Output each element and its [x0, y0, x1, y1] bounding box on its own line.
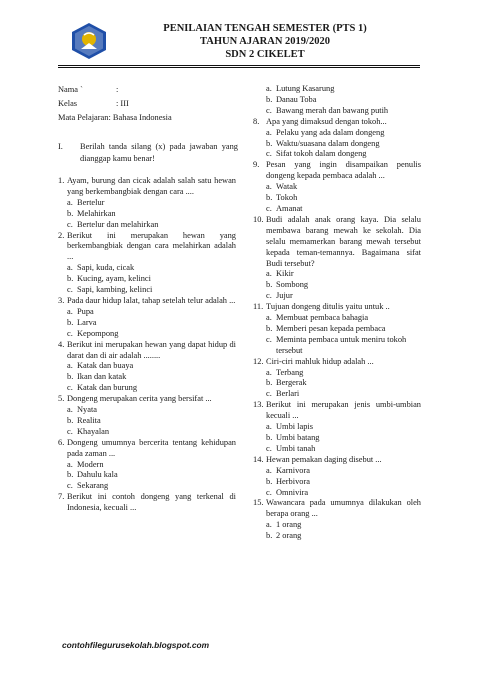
- left-column: [58, 176, 236, 514]
- option-text: Bertelur dan melahirkan: [77, 219, 159, 229]
- option-text: Kucing, ayam, kelinci: [77, 274, 151, 284]
- answer-option[interactable]: [58, 361, 236, 372]
- answer-option[interactable]: [253, 149, 421, 160]
- option-text: Amanat: [276, 203, 303, 213]
- option-letter: a.: [266, 127, 272, 137]
- question-item: [253, 455, 421, 466]
- answer-option[interactable]: [58, 198, 236, 209]
- nama-separator: :: [116, 85, 119, 94]
- question-number: 4.: [58, 339, 65, 349]
- option-letter: a.: [67, 361, 73, 371]
- question-number: 12.: [253, 356, 264, 366]
- option-letter: b.: [266, 138, 273, 148]
- option-letter: b.: [266, 280, 273, 290]
- answer-option[interactable]: [253, 84, 421, 95]
- option-letter: c.: [266, 487, 272, 497]
- answer-option[interactable]: [58, 416, 236, 427]
- answer-option[interactable]: [58, 220, 236, 231]
- option-text: Sombong: [276, 280, 309, 290]
- option-text: Pupa: [77, 306, 94, 316]
- question-number: 14.: [253, 454, 264, 464]
- option-letter: b.: [266, 531, 273, 541]
- option-letter: b.: [67, 274, 74, 284]
- option-letter: b.: [67, 208, 74, 218]
- option-letter: a.: [266, 422, 272, 432]
- question-item: [58, 231, 236, 264]
- option-text: Karnivora: [276, 465, 310, 475]
- answer-option[interactable]: [58, 329, 236, 340]
- option-text: Katak dan buaya: [77, 361, 134, 371]
- option-text: Sekarang: [77, 481, 109, 491]
- option-letter: c.: [266, 389, 272, 399]
- question-text: Berikut ini merupakan hewan yang berkembangbiak dengan cara melahirkan adalah ...: [67, 230, 236, 262]
- instruction-text: Berilah tanda silang (x) pada jawaban yang dianggap kamu benar!: [80, 142, 238, 163]
- option-text: 2 orang: [276, 531, 302, 541]
- answer-option[interactable]: [253, 128, 421, 139]
- option-letter: a.: [67, 263, 73, 273]
- option-letter: c.: [67, 481, 73, 491]
- answer-option[interactable]: [253, 95, 421, 106]
- option-letter: b.: [67, 317, 74, 327]
- answer-option[interactable]: [253, 378, 421, 389]
- option-text: Realita: [77, 415, 101, 425]
- question-text: Berikut ini merupakan hewan yang dapat hidup di darat dan di air adalah ........: [67, 339, 236, 360]
- question-item: [58, 438, 236, 460]
- option-text: Umbi lapis: [276, 422, 313, 432]
- question-number: 13.: [253, 400, 264, 410]
- option-text: Bergerak: [276, 378, 307, 388]
- option-letter: c.: [266, 443, 272, 453]
- question-number: 1.: [58, 176, 65, 185]
- question-text: Dongeng umumnya bercerita tentang kehidupan pada zaman ...: [67, 437, 236, 458]
- option-text: Larva: [77, 317, 97, 327]
- answer-option[interactable]: [58, 318, 236, 329]
- mapel-row: [58, 113, 172, 123]
- answer-option[interactable]: [253, 291, 421, 302]
- question-text: Berikut ini contoh dongeng yang terkenal di Indonesia, kecuali ...: [67, 492, 236, 513]
- answer-option[interactable]: [253, 139, 421, 150]
- option-letter: c.: [266, 334, 272, 344]
- question-item: [253, 117, 421, 128]
- answer-option[interactable]: [58, 481, 236, 492]
- option-letter: a.: [266, 520, 272, 530]
- option-letter: c.: [266, 203, 272, 213]
- answer-option[interactable]: [253, 106, 421, 117]
- option-text: Sifat tokoh dalam dongeng: [276, 149, 367, 159]
- option-letter: c.: [266, 105, 272, 115]
- question-number: 3.: [58, 295, 65, 305]
- answer-option[interactable]: [58, 274, 236, 285]
- question-text: Pesan yang ingin disampaikan penulis dongeng kepada pembaca adalah ...: [266, 160, 421, 181]
- answer-option[interactable]: [58, 383, 236, 394]
- answer-option[interactable]: [58, 263, 236, 274]
- question-text: Pada daur hidup lalat, tahap setelah telur adalah ...: [67, 295, 236, 305]
- answer-option[interactable]: [253, 182, 421, 193]
- option-text: Sapi, kambing, kelinci: [77, 285, 153, 295]
- question-text: Berikut ini merupakan jenis umbi-umbian kecuali ...: [266, 400, 421, 421]
- question-number: 5.: [58, 394, 65, 404]
- option-text: Tokoh: [276, 193, 298, 203]
- answer-option[interactable]: [58, 427, 236, 438]
- option-letter: b.: [266, 94, 273, 104]
- question-number: 6.: [58, 437, 65, 447]
- answer-option[interactable]: [253, 531, 421, 542]
- option-letter: c.: [67, 426, 73, 436]
- question-item: [58, 340, 236, 362]
- header-rule-second: [58, 67, 420, 68]
- question-number: 10.: [253, 214, 264, 224]
- question-text: Apa yang dimaksud dengan tokoh...: [266, 116, 387, 126]
- tut-wuri-handayani-logo-icon: [70, 22, 108, 60]
- kelas-label: Kelas: [58, 99, 78, 108]
- option-text: Nyata: [77, 405, 97, 415]
- answer-option[interactable]: [58, 405, 236, 416]
- answer-option[interactable]: [253, 488, 421, 499]
- option-letter: b.: [266, 193, 273, 203]
- answer-option[interactable]: [253, 313, 421, 324]
- header-rule: [58, 65, 420, 66]
- option-letter: b.: [266, 323, 273, 333]
- answer-option[interactable]: [253, 335, 421, 357]
- exam-title: PENILAIAN TENGAH SEMESTER (PTS 1): [163, 23, 367, 34]
- option-text: Lutung Kasarung: [276, 84, 335, 93]
- option-letter: a.: [266, 182, 272, 192]
- question-item: [253, 160, 421, 182]
- option-text: Sapi, kuda, cicak: [77, 263, 135, 273]
- answer-option[interactable]: [253, 193, 421, 204]
- option-text: Kepompong: [77, 328, 119, 338]
- option-letter: b.: [266, 476, 273, 486]
- option-text: Omnivira: [276, 487, 309, 497]
- question-item: [58, 176, 236, 198]
- kelas-row: [58, 99, 129, 109]
- question-item: [253, 302, 421, 313]
- question-text: Hewan pemakan daging disebut ...: [266, 454, 382, 464]
- option-text: Ikan dan katak: [77, 372, 127, 382]
- option-letter: c.: [67, 328, 73, 338]
- answer-option[interactable]: [58, 209, 236, 220]
- answer-option[interactable]: [58, 460, 236, 471]
- answer-option[interactable]: [253, 422, 421, 433]
- option-text: Melahirkan: [77, 208, 116, 218]
- question-text: Ayam, burung dan cicak adalah salah satu hewan yang berkembangbiak dengan cara ....: [67, 176, 236, 196]
- answer-option[interactable]: [253, 466, 421, 477]
- option-text: Pelaku yang ada dalam dongeng: [276, 127, 385, 137]
- option-letter: a.: [266, 367, 272, 377]
- option-text: Terbang: [276, 367, 304, 377]
- nama-row: [58, 85, 119, 95]
- mapel-label: Mata Pelajaran:: [58, 113, 111, 122]
- kelas-value: : III: [116, 99, 129, 108]
- option-text: Meminta pembaca untuk meniru tokoh tersebut: [276, 334, 407, 355]
- question-item: [58, 394, 236, 405]
- answer-option[interactable]: [253, 280, 421, 291]
- option-letter: a.: [67, 459, 73, 469]
- option-letter: c.: [67, 383, 73, 393]
- question-item: [58, 492, 236, 514]
- nama-label: Nama `: [58, 85, 83, 94]
- option-letter: a.: [266, 465, 272, 475]
- option-letter: a.: [67, 197, 73, 207]
- answer-option[interactable]: [253, 204, 421, 215]
- option-letter: b.: [266, 378, 273, 388]
- question-number: 9.: [253, 160, 260, 170]
- question-number: 11.: [253, 302, 264, 312]
- question-text: Tujuan dongeng ditulis yaitu untuk ..: [266, 302, 390, 312]
- option-letter: a.: [266, 269, 272, 279]
- answer-option[interactable]: [253, 368, 421, 379]
- option-text: Katak dan burung: [77, 383, 138, 393]
- school-name: SDN 2 CIKELET: [225, 49, 305, 60]
- option-text: Bertelur: [77, 197, 105, 207]
- section-numeral: I.: [58, 142, 63, 151]
- question-number: 7.: [58, 492, 65, 502]
- answer-option[interactable]: [58, 470, 236, 481]
- option-letter: b.: [67, 415, 74, 425]
- answer-option[interactable]: [58, 307, 236, 318]
- answer-option[interactable]: [58, 285, 236, 296]
- option-letter: c.: [67, 285, 73, 295]
- question-number: 15.: [253, 498, 264, 508]
- answer-option[interactable]: [253, 324, 421, 335]
- option-letter: c.: [67, 219, 73, 229]
- footer-url: contohfilegurusekolah.blogspot.com: [62, 640, 210, 650]
- option-text: Watak: [276, 182, 298, 192]
- option-text: Jujur: [276, 291, 293, 301]
- option-text: Khayalan: [77, 426, 110, 436]
- option-text: Danau Toba: [276, 94, 317, 104]
- option-text: Berlari: [276, 389, 300, 399]
- question-number: 8.: [253, 116, 260, 126]
- question-item: [253, 498, 421, 520]
- option-letter: a.: [266, 313, 272, 323]
- mapel-value: Bahasa Indonesia: [112, 113, 172, 122]
- option-letter: c.: [266, 149, 272, 159]
- option-letter: b.: [67, 372, 74, 382]
- right-column: [253, 84, 421, 542]
- option-text: Waktu/suasana dalam dongeng: [276, 138, 380, 148]
- answer-option[interactable]: [253, 477, 421, 488]
- option-text: Memberi pesan kepada pembaca: [276, 323, 386, 333]
- question-item: [253, 215, 421, 270]
- question-text: Budi adalah anak orang kaya. Dia selalu membawa barang mewah ke sekolah. Dia selalu memamerkan barang mewah tersebut kepada teman-temannya. Bagaimana sifat Budi tersebut?: [266, 214, 421, 268]
- option-letter: a.: [67, 306, 73, 316]
- answer-option[interactable]: [253, 269, 421, 280]
- answer-option[interactable]: [253, 433, 421, 444]
- answer-option[interactable]: [253, 389, 421, 400]
- option-text: Kikir: [276, 269, 294, 279]
- answer-option[interactable]: [253, 444, 421, 455]
- option-letter: a.: [266, 84, 272, 93]
- option-letter: b.: [266, 433, 273, 442]
- option-text: Dahulu kala: [77, 470, 118, 480]
- option-text: Umbi tanah: [276, 443, 316, 453]
- option-letter: a.: [67, 405, 73, 415]
- option-text: Herbivora: [276, 476, 310, 486]
- school-year: TAHUN AJARAN 2019/2020: [200, 36, 330, 47]
- question-text: Dongeng merupakan cerita yang bersifat ...: [67, 394, 212, 404]
- option-text: Bawang merah dan bawang putih: [276, 105, 389, 115]
- option-text: 1 orang: [276, 520, 302, 530]
- option-letter: c.: [266, 291, 272, 301]
- option-text: Umbi batang: [276, 433, 320, 442]
- option-text: Membuat pembaca bahagia: [276, 313, 369, 323]
- question-item: [58, 296, 236, 307]
- answer-option[interactable]: [58, 372, 236, 383]
- question-number: 2.: [58, 230, 65, 240]
- question-item: [253, 357, 421, 368]
- question-text: Ciri-ciri mahluk hidup adalah ...: [266, 356, 374, 366]
- question-item: [253, 400, 421, 422]
- question-text: Wawancara pada umumnya dilakukan oleh berapa orang ...: [266, 498, 421, 519]
- option-text: Modern: [77, 459, 104, 469]
- option-letter: b.: [67, 470, 74, 480]
- answer-option[interactable]: [253, 520, 421, 531]
